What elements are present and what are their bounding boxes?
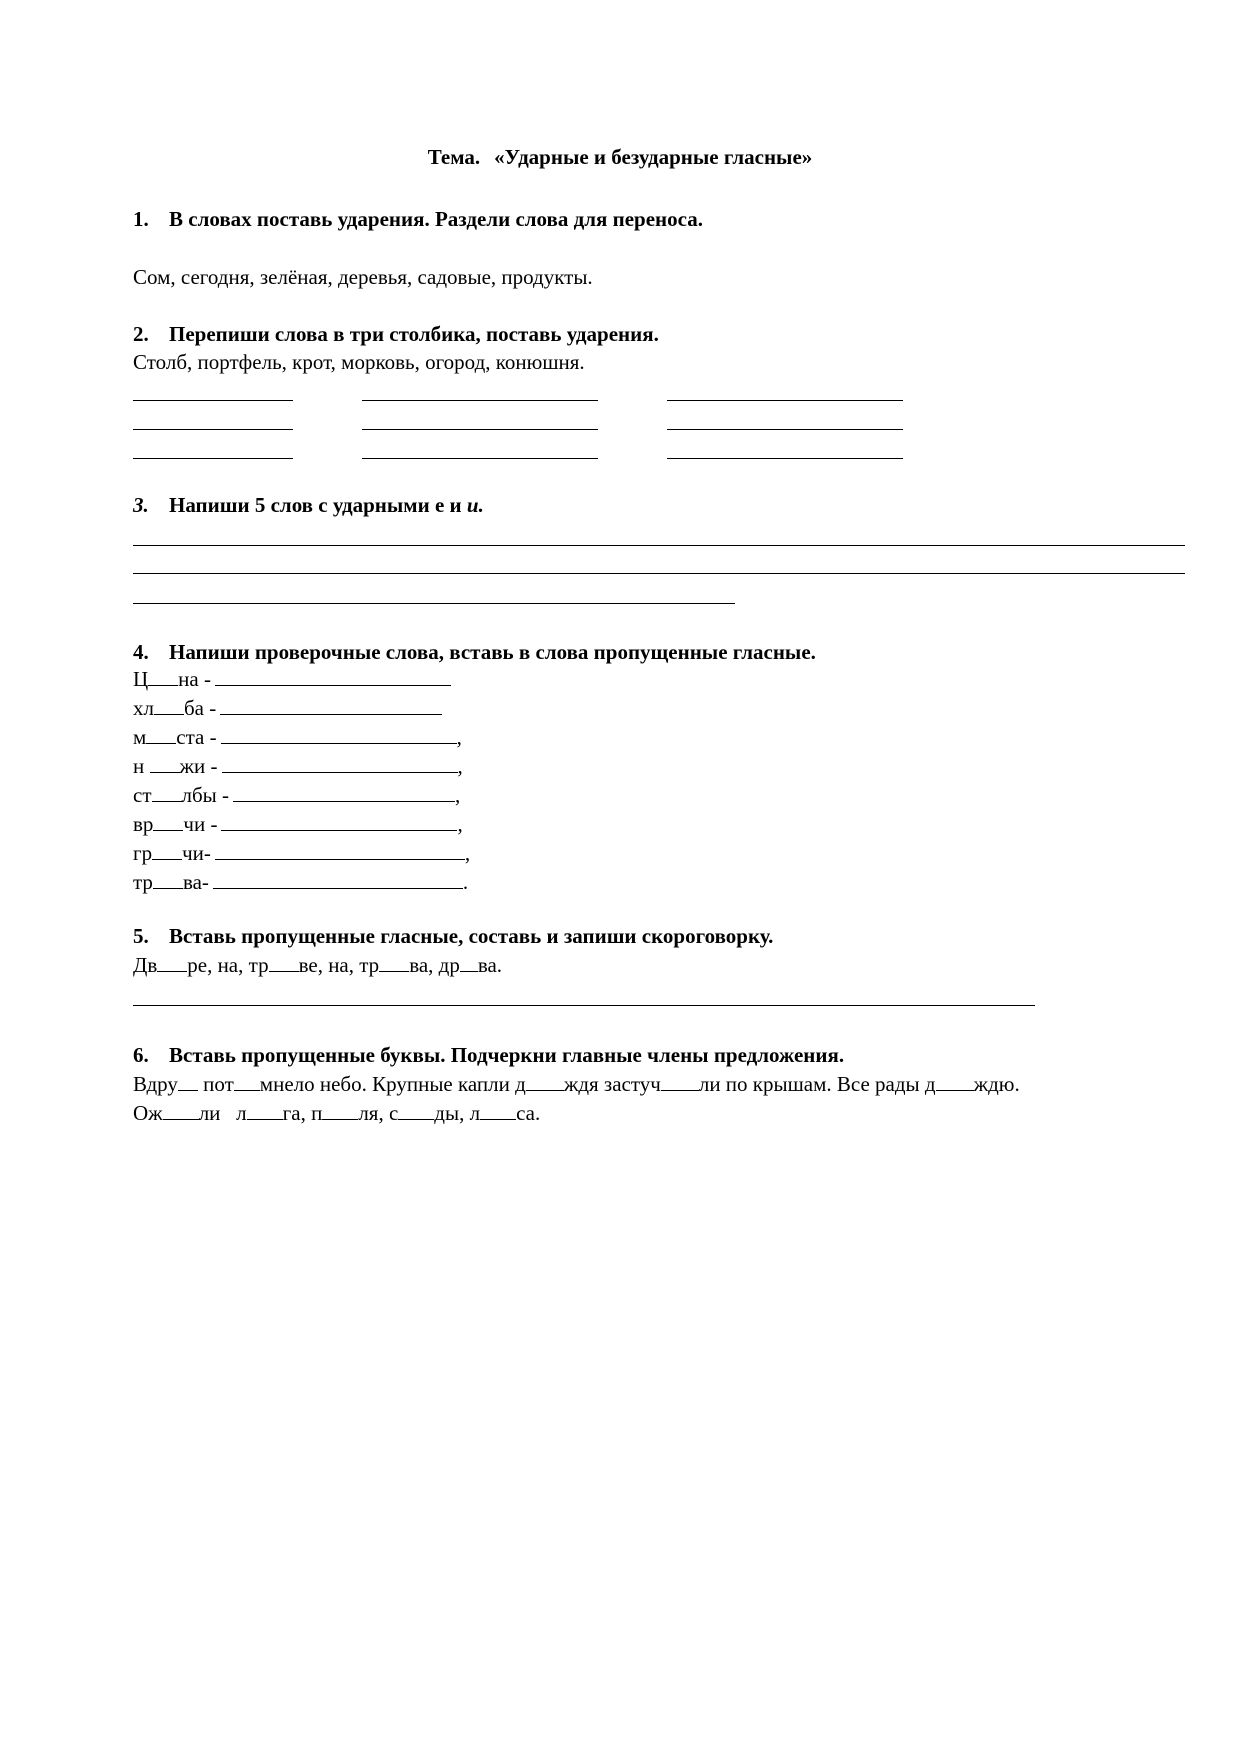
task-number: 4. bbox=[133, 640, 149, 664]
title-topic: «Ударные и безударные гласные» bbox=[494, 145, 813, 169]
punct: , bbox=[457, 754, 463, 778]
task-6-line-2 bbox=[133, 1101, 540, 1126]
text-fragment: ждю. bbox=[973, 1072, 1020, 1096]
text-fragment: ре, на, тр bbox=[187, 953, 269, 977]
punct: , bbox=[457, 812, 463, 836]
word-end: чи - bbox=[183, 812, 218, 836]
answer-line[interactable] bbox=[133, 603, 735, 604]
answer-line[interactable] bbox=[133, 458, 293, 459]
answer-line[interactable] bbox=[133, 429, 293, 430]
check-word-line[interactable] bbox=[215, 671, 451, 686]
letter-blank[interactable] bbox=[661, 1089, 699, 1091]
answer-line[interactable] bbox=[362, 400, 598, 401]
task-heading-text: Напиши 5 слов с ударными е и bbox=[169, 493, 462, 517]
check-word-line[interactable] bbox=[221, 816, 457, 831]
check-word-line[interactable] bbox=[213, 874, 463, 889]
vowel-blank[interactable] bbox=[154, 713, 184, 715]
word-start: н bbox=[133, 754, 150, 778]
text-fragment: ва, др bbox=[409, 953, 460, 977]
text-fragment: Ож bbox=[133, 1101, 163, 1125]
tongue-twister-line bbox=[133, 953, 502, 978]
word-start: вр bbox=[133, 812, 154, 836]
vowel-blank[interactable] bbox=[379, 970, 409, 972]
answer-line[interactable] bbox=[362, 429, 598, 430]
word-start: тр bbox=[133, 870, 153, 894]
vowel-blank[interactable] bbox=[460, 970, 478, 972]
letter-blank[interactable] bbox=[178, 1089, 198, 1091]
letter-blank[interactable] bbox=[247, 1118, 283, 1120]
task-2-words: Столб, портфель, крот, морковь, огород, конюшня. bbox=[133, 350, 585, 374]
answer-line[interactable] bbox=[667, 400, 903, 401]
word-end: ста - bbox=[176, 725, 217, 749]
task-4-item bbox=[133, 667, 451, 692]
text-fragment: Дв bbox=[133, 953, 158, 977]
task-heading-italic: и. bbox=[466, 493, 484, 517]
vowel-blank[interactable] bbox=[146, 742, 176, 744]
vowel-blank[interactable] bbox=[157, 970, 187, 972]
word-end: жи - bbox=[179, 754, 218, 778]
answer-line[interactable] bbox=[362, 458, 598, 459]
text-fragment: ждя застуч bbox=[563, 1072, 661, 1096]
task-4-item bbox=[133, 725, 462, 750]
punct: , bbox=[456, 725, 462, 749]
word-end: ба - bbox=[183, 696, 217, 720]
punct: . bbox=[462, 870, 469, 894]
check-word-line[interactable] bbox=[233, 787, 455, 802]
text-fragment: Вдру bbox=[133, 1072, 178, 1096]
task-4-item bbox=[133, 841, 470, 866]
text-fragment: ли л bbox=[198, 1101, 247, 1125]
vowel-blank[interactable] bbox=[153, 887, 183, 889]
word-start: ст bbox=[133, 783, 152, 807]
task-number: 6. bbox=[133, 1043, 149, 1067]
title-prefix: Тема. bbox=[427, 145, 481, 169]
check-word-line[interactable] bbox=[220, 700, 442, 715]
text-fragment: пот bbox=[197, 1072, 234, 1096]
punct: , bbox=[464, 841, 471, 865]
task-5-heading bbox=[133, 924, 773, 949]
word-start: хл bbox=[133, 696, 154, 720]
letter-blank[interactable] bbox=[398, 1118, 434, 1120]
letter-blank[interactable] bbox=[234, 1089, 260, 1091]
answer-line[interactable] bbox=[667, 458, 903, 459]
answer-line[interactable] bbox=[133, 400, 293, 401]
text-fragment: ва. bbox=[477, 953, 503, 977]
check-word-line[interactable] bbox=[222, 758, 458, 773]
text-fragment: са. bbox=[516, 1101, 541, 1125]
vowel-blank[interactable] bbox=[153, 829, 183, 831]
task-heading-text: Вставь пропущенные гласные, составь и запиши скороговорку. bbox=[169, 924, 774, 948]
task-4-item bbox=[133, 783, 460, 808]
answer-line[interactable] bbox=[133, 573, 1185, 574]
task-4-item bbox=[133, 870, 468, 895]
task-number: 3. bbox=[133, 493, 149, 517]
letter-blank[interactable] bbox=[163, 1118, 199, 1120]
letter-blank[interactable] bbox=[936, 1089, 974, 1091]
task-heading-text: В словах поставь ударения. Раздели слова для переноса. bbox=[169, 207, 703, 231]
task-4-item bbox=[133, 696, 442, 721]
task-3-heading bbox=[133, 493, 484, 518]
task-4-heading bbox=[133, 640, 816, 665]
task-heading-text: Перепиши слова в три столбика, поставь ударения. bbox=[169, 322, 659, 346]
task-6-heading bbox=[133, 1043, 844, 1068]
check-word-line[interactable] bbox=[215, 845, 465, 860]
task-heading-text: Напиши проверочные слова, вставь в слова пропущенные гласные. bbox=[169, 640, 816, 664]
task-number: 2. bbox=[133, 322, 149, 346]
word-end: лбы - bbox=[181, 783, 230, 807]
text-fragment: ли по крышам. Все рады д bbox=[698, 1072, 936, 1096]
vowel-blank[interactable] bbox=[148, 684, 178, 686]
letter-blank[interactable] bbox=[480, 1118, 516, 1120]
task-heading-text: Вставь пропущенные буквы. Подчеркни главные члены предложения. bbox=[169, 1043, 845, 1067]
word-end: ва- bbox=[182, 870, 209, 894]
word-start: м bbox=[133, 725, 147, 749]
text-fragment: ды, л bbox=[434, 1101, 481, 1125]
answer-line[interactable] bbox=[667, 429, 903, 430]
word-start: Ц bbox=[133, 667, 149, 691]
task-6-line-1 bbox=[133, 1072, 1020, 1097]
check-word-line[interactable] bbox=[221, 729, 457, 744]
vowel-blank[interactable] bbox=[150, 771, 180, 773]
vowel-blank[interactable] bbox=[269, 970, 299, 972]
task-4-item bbox=[133, 754, 463, 779]
task-1-words: Сом, сегодня, зелёная, деревья, садовые, продукты. bbox=[133, 265, 593, 289]
vowel-blank[interactable] bbox=[152, 800, 182, 802]
answer-line[interactable] bbox=[133, 1005, 1035, 1006]
word-end: чи- bbox=[182, 841, 211, 865]
text-fragment: ля, с bbox=[358, 1101, 399, 1125]
text-fragment: ве, на, тр bbox=[298, 953, 380, 977]
letter-blank[interactable] bbox=[526, 1089, 564, 1091]
task-2-heading bbox=[133, 322, 659, 347]
letter-blank[interactable] bbox=[322, 1118, 358, 1120]
vowel-blank[interactable] bbox=[152, 858, 182, 860]
text-fragment: га, п bbox=[282, 1101, 323, 1125]
word-end: на - bbox=[178, 667, 211, 691]
word-start: гр bbox=[133, 841, 153, 865]
text-fragment: мнело небо. Крупные капли д bbox=[259, 1072, 526, 1096]
task-1-heading bbox=[133, 207, 703, 232]
answer-line[interactable] bbox=[133, 545, 1185, 546]
page-title bbox=[0, 145, 1240, 170]
punct: , bbox=[455, 783, 461, 807]
task-number: 5. bbox=[133, 924, 149, 948]
task-4-item bbox=[133, 812, 463, 837]
task-number: 1. bbox=[133, 207, 149, 231]
